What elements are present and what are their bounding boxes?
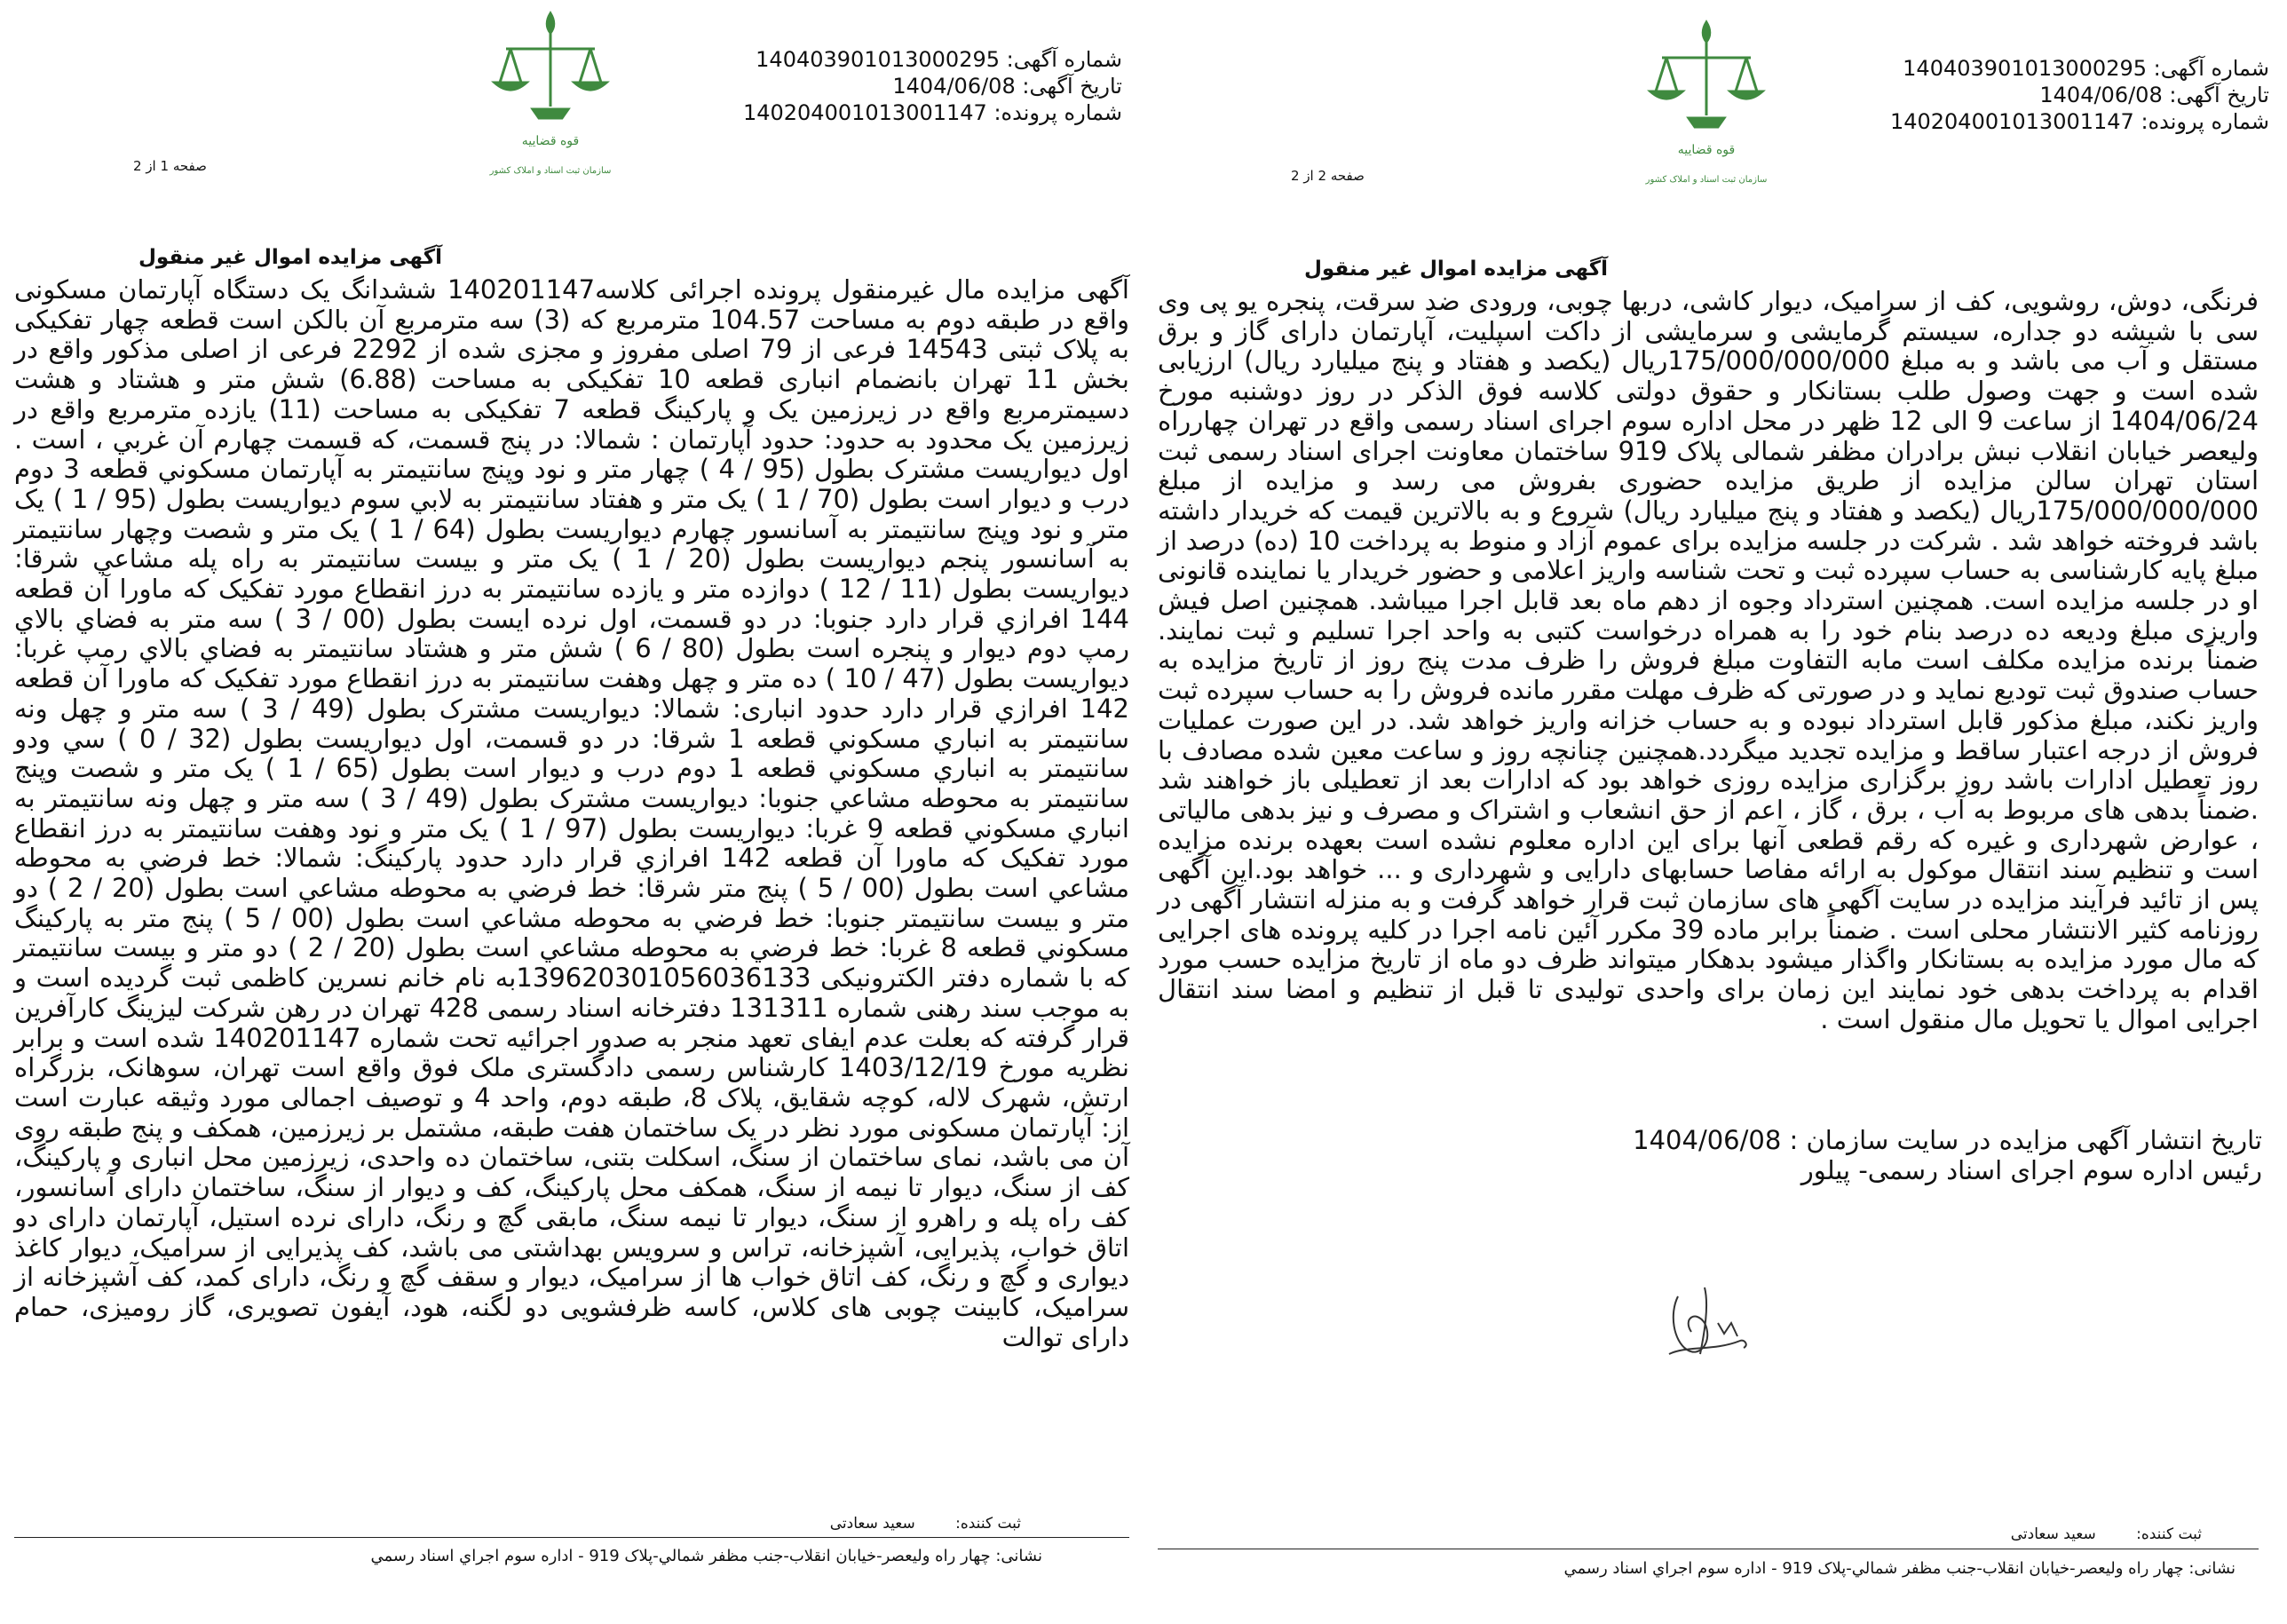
page-title: آگهی مزایده اموال غیر منقول [1303,257,1608,281]
footer-address: نشانی: چهار راه وليعصر-خيابان انقلاب-جنب مظفر شمالي-پلاک 919 - اداره سوم اجراي اسناد رسمي [1563,1559,2236,1578]
ad-meta [743,46,1122,126]
ad-body-paragraph: آگهی مزایده مال غیرمنقول پرونده اجرائی کلاسه140201147 ششدانگ یک دستگاه آپارتمان مسکونی واقع در طبقه دوم به مساحت 104.57 مترمربع که (3) سه مترمربع آن بالکن است قطعه چهار تفکیکی به پلاک ثبتی 14543 فرعی از 79 اصلی مفروز و مجزی شده از 2292 فرعی از اصلی مذکور واقع در بخش 11 تهران بانضمام انباری قطعه 10 تفکیکی به مساحت (6.88) شش متر و هشتاد و هشت دسیمترمربع واقع در زیرزمین یک و پارکینگ قطعه 7 تفکیکی به مساحت (11) یازده مترمربع واقع در زیرزمین یک محدود به حدود: حدود آپارتمان : شمالا: در پنج قسمت، که قسمت چهارم آن غربي ، است . اول ديواريست مشترک بطول (95 / 4 ) چهار متر و نود وپنج سانتيمتر به آپارتمان مسكوني قطعه 3 دوم درب و ديوار است بطول (70 / 1 ) يک متر و هفتاد سانتيمتر به لابي سوم ديواريست بطول (95 / 1 ) يک متر و نود وپنج سانتيمتر به آسانسور چهارم ديواريست بطول (64 / 1 ) يک متر و شصت وچهار سانتيمتر به آسانسور پنجم ديواريست بطول (20 / 1 ) يک متر و بيست سانتيمتر به راه پله مشاعي شرقا: ديواريست بطول (11 / 12 ) دوازده متر و يازده سانتيمتر به درز انقطاع مورد تفکيک که ماورا آن قطعه 144 افرازي قرار دارد جنوبا: در دو قسمت، اول نرده ايست بطول (00 / 3 ) سه متر به فضاي بالاي رمپ دوم ديوار و پنجره است بطول (80 / 6 ) شش متر و هشتاد سانتيمتر به فضاي بالاي رمپ غربا: ديواريست بطول (47 / 10 ) ده متر و چهل وهفت سانتيمتر به درز انقطاع مورد تفکيک که ماورا آن قطعه 142 افرازي قرار دارد حدود انباری: شمالا: ديواريست مشترک بطول (49 / 3 ) سه متر و چهل ونه سانتيمتر به انباري مسکوني قطعه 1 شرقا: در دو قسمت، اول ديواريست بطول (32 / 0 ) سي ودو سانتيمتر به انباري مسکوني قطعه 1 دوم درب و ديوار است بطول (65 / 1 ) يک متر و شصت وپنج سانتيمتر به محوطه مشاعي جنوبا: ديواريست مشترک بطول (49 / 3 ) سه متر و چهل ونه سانتيمتر به انباري مسکوني قطعه 9 غربا: ديواريست بطول (97 / 1 ) يک متر و نود وهفت سانتيمتر به درز انقطاع مورد تفکيک که ماورا آن قطعه 142 افرازي قرار دارد حدود پارکینگ: شمالا: خط فرضي به محوطه مشاعي است بطول (00 / 5 ) پنج متر شرقا: خط فرضي به محوطه مشاعي است بطول (20 / 2 ) دو متر و بيست سانتيمتر جنوبا: خط فرضي به محوطه مشاعي است بطول (00 / 5 ) پنج متر به پارکينگ مسکوني قطعه 8 غربا: خط فرضي به محوطه مشاعي است بطول (20 / 2 ) دو متر و بيست سانتيمتر که با شماره دفتر الکترونيکی 13962030105603613​3به نام خانم نسرین کاظمی ثبت گردیده است و به موجب سند رهنی شماره 131311 دفترخانه اسناد رسمی 428 تهران در رهن شرکت لیزینگ کارآفرین قرار گرفته که بعلت عدم ایفای تعهد منجر به صدور اجرائیه تحت شماره 140201147 شده است و برابر نظریه مورخ 1403/12/19 کارشناس رسمی دادگستری ملک فوق واقع است تهران، سوهانک، بزرگراه ارتش، شهرک لاله، کوچه شقایق، پلاک 8، طبقه دوم، واحد 4 و توصیف اجمالی مورد وثیقه عبارت است از: آپارتمان مسکونی مورد نظر در یک ساختمان هفت طبقه، مشتمل بر زیرزمین، همکف و پنج طبقه روی آن می باشد، نمای ساختمان از سنگ، اسکلت بتنی، ساختمان ده واحدی، زیرزمین محل انباری و پارکینگ، کف از سنگ، دیوار تا نیمه از سنگ، همکف محل پارکینگ، کف و دیوار از سنگ، ساختمان دارای آسانسور، کف راه پله و راهرو از سنگ، دیوار تا نیمه سنگ، مابقی گچ و رنگ، دارای نرده استیل، آپارتمان دارای دو اتاق خواب، پذیرایی، آشپزخانه، تراس و سرویس بهداشتی می باشد، کف پذیرایی از سرامیک، دیوار کاغذ دیواری و گچ و رنگ، کف اتاق خواب ها از سرامیک، دیوار و سقف گچ و رنگ، دارای کمد، کف آشپزخانه از سرامیک، کابینت چوبی های کلاس، کاسه ظرفشویی دو لگنه، هود، آیفون تصویری، گاز رومیزی، حمام دارای توالت [14,274,1130,1352]
ad-body-text [1158,287,2259,1035]
publish-date-line: تاریخ انتشار آگهی مزایده در سایت سازمان : 1404/06/08 [1633,1125,2262,1155]
ad-meta [1890,55,2269,135]
ad-date: 1404/06/08 [892,74,1016,99]
ad-number: 140403901013000295 [1903,56,2148,81]
registrar-name: سعید سعادتی [829,1515,915,1533]
registrar-name: سعید سعادتی [2010,1525,2096,1543]
footer-divider [14,1537,1129,1538]
ad-number-row: شماره آگهی: 140403901013000295 [756,47,1122,72]
footer-address: نشانی: چهار راه وليعصر-خيابان انقلاب-جنب مظفر شمالي-پلاک 919 - اداره سوم اجراي اسناد رسمي [370,1547,1042,1565]
ad-date-row: تاریخ آگهی: 1404/06/08 [2039,83,2269,107]
ad-date: 1404/06/08 [2039,83,2163,107]
signatory-line: رئیس اداره سوم اجرای اسناد رسمی- پیلور [1800,1155,2262,1185]
address-text: چهار راه وليعصر-خيابان انقلاب-جنب مظفر شمالي-پلاک 919 - اداره سوم اجراي اسناد رسمي [1563,1559,2184,1578]
registrar [830,1515,1021,1533]
case-number: 140204001013001147 [742,100,987,125]
case-number-row: شماره پرونده: 140204001013001147 [1889,109,2269,134]
address-text: چهار راه وليعصر-خيابان انقلاب-جنب مظفر شمالي-پلاک 919 - اداره سوم اجراي اسناد رسمي [370,1547,991,1565]
ad-number: 140403901013000295 [756,47,1001,72]
svg-text:سازمان ثبت اسناد و املاک کشور: سازمان ثبت اسناد و املاک کشور [489,166,612,176]
page-indicator: صفحه 1 از 2 [133,158,207,174]
ad-body-text [14,275,1129,1352]
svg-text:قوه قضاییه: قوه قضاییه [521,134,580,148]
ad-date-row: تاریخ آگهی: 1404/06/08 [892,74,1122,99]
svg-text:سازمان ثبت اسناد و املاک کشور: سازمان ثبت اسناد و املاک کشور [1645,175,1768,185]
registrar-label: ثبت کننده: [2136,1525,2202,1543]
ad-body-paragraph: فرنگی، دوش، روشویی، کف از سرامیک، دیوار کاشی، دربها چوبی، ورودی ضد سرقت، پنجره یو پی وی سی با شیشه دو جداره، سیستم گرمایشی و سرمایشی از داکت اسپلیت، آپارتمان دارای گاز و برق مستقل و آب می باشد و به مبلغ 175/000/000/000ریال (یکصد و هفتاد و پنج میلیارد ریال) ارزیابی شده است و جهت وصول طلب بستانکار و حقوق دولتی کلاسه فوق الذکر در روز دوشنبه مورخ 1404/06/24 از ساعت 9 الی 12 ظهر در محل اداره سوم اجرای اسناد رسمی واقع در تهران چهارراه ولیعصر خیابان انقلاب نبش برادران مظفر شمالی پلاک 919 ساختمان معاونت اجرای اسناد رسمی ثبت استان تهران سالن مزایده از طریق مزایده حضوری بفروش می رسد و مزایده از مبلغ 175/000/000/000ریال (یکصد و هفتاد و پنج میلیارد ریال) شروع و به بالاترین قیمت که خریدار داشته باشد فروخته خواهد شد . شرکت در جلسه مزایده برای عموم آزاد و منوط به پرداخت 10 (ده) درصد از مبلغ پایه کارشناسی به حساب سپرده ثبت و تحت شناسه واریز اعلامی و حضور خریدار یا نماینده قانونی او در جلسه مزایده است. همچنین استرداد وجوه از دهم ماه بعد قابل اجرا میباشد. همچنین اصل فیش واریزی مبلغ ودیعه ده درصد بنام خود را به همراه درخواست کتبی به واحد اجرا تسلیم و ثبت نمایند. ضمناً برنده مزایده مکلف است مابه التفاوت مبلغ فروش را ظرف مدت پنج روز از تاریخ مزایده به حساب صندوق ثبت تودیع نماید و در صورتی که ظرف مهلت مقرر مانده فروش را به حساب سپرده ثبت واریز نکند، مبلغ مذکور قابل استرداد نبوده و به حساب خزانه واریز خواهد شد. در این صورت عملیات فروش از درجه اعتبار ساقط و مزایده تجدید میگردد.همچنین چنانچه روز و ساعت معین شده مصادف با روز تعطیل ادارات باشد روز برگزاری مزایده روزی خواهد بود که ادارات بعد از تعطیلی باز خواهند شد .ضمناً بدهی های مربوط به آب ، برق ، گاز ، اعم از حق انشعاب و اشتراک و مصرف و نیز بدهی مالیاتی ، عوارض شهرداری و غیره که رقم قطعی آنها برای این اداره معلوم نشده است بعهده برنده مزایده است و تنظیم سند انتقال موکول به ارائه مفاصا حسابهای دارایی و شهرداری و ... خواهد بود.این آگهی پس از تائید فرآیند مزایده در سایت آگهی های سازمان ثبت قرار خواهد گرفت و به منزله انتشار آگهی در روزنامه کثیر الانتشار محلی است . ضمناً برابر ماده 39 مکرر آئین نامه اجرا در کلیه پرونده های اجرایی که مال مورد مزایده به بستانکار واگذار میشود بدهکار میتواند ظرف دو ماه از تاریخ مزایده حسب مورد اقدام به پرداخت بدهی خود نمایند این زمان برای واحدی تولیدی تا قبل از تنظیم و امضا سند انتقال اجرایی اموال یا تحویل مال منقول است . [1158,286,2259,1034]
publish-info [1633,1125,2262,1185]
page-indicator: صفحه 2 از 2 [1291,168,1365,184]
judiciary-emblem-icon [1640,13,1773,191]
registrar [2011,1525,2202,1543]
svg-text:قوه قضاییه: قوه قضاییه [1677,143,1736,157]
page-title: آگهی مزایده اموال غیر منقول [138,246,442,269]
judiciary-emblem-icon [484,4,617,182]
ad-number-row: شماره آگهی: 140403901013000295 [1903,56,2269,81]
case-number: 140204001013001147 [1889,109,2134,134]
page-2 [1144,0,2287,1624]
registrar-label: ثبت کننده: [955,1515,1021,1533]
case-number-row: شماره پرونده: 140204001013001147 [742,100,1122,125]
signature-icon [1651,1270,1758,1376]
